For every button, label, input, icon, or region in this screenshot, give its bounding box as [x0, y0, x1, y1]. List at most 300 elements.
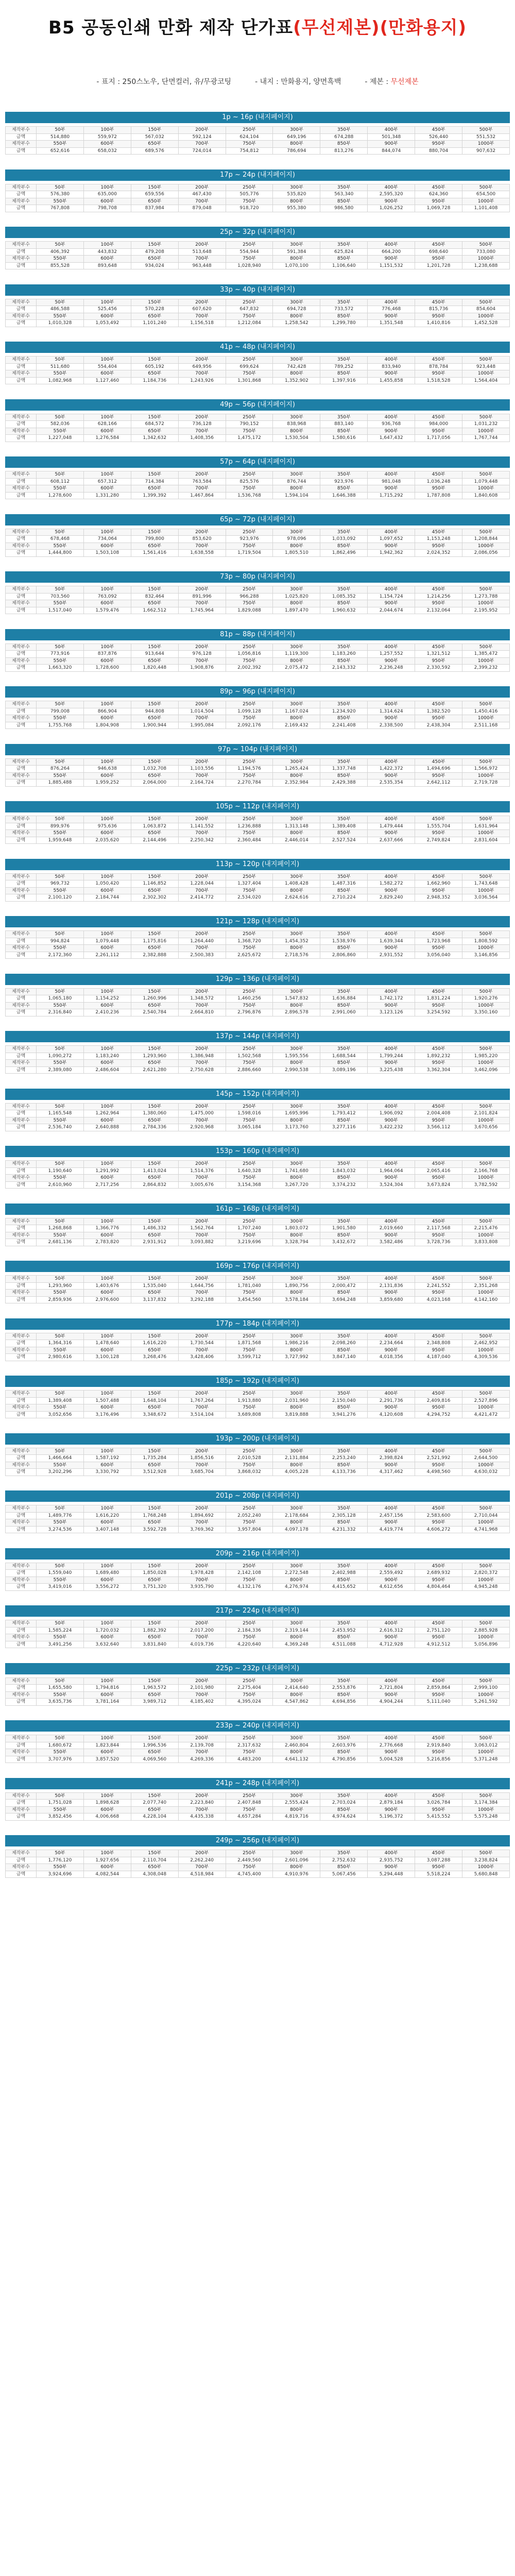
quantity-cell: 450부	[415, 1677, 462, 1685]
price-cell: 3,514,104	[178, 1411, 226, 1418]
price-cell: 1,175,816	[131, 938, 178, 945]
quantity-row	[6, 1850, 510, 1857]
quantity-cell: 600부	[83, 1347, 131, 1354]
section-title: 97p ~ 104p (내지페이지)	[5, 744, 510, 755]
quantity-cell: 50부	[37, 758, 84, 766]
quantity-cell: 450부	[415, 471, 462, 479]
price-cell: 1,228,044	[178, 880, 226, 888]
price-cell: 1,342,632	[131, 435, 178, 442]
price-cell: 3,868,032	[226, 1469, 273, 1476]
row-label: 제작부수	[6, 543, 37, 550]
price-cell: 2,382,888	[131, 952, 178, 959]
quantity-cell: 500부	[462, 242, 510, 249]
price-cell: 1,214,256	[415, 593, 462, 600]
price-cell: 2,044,674	[368, 607, 415, 614]
quantity-cell: 200부	[178, 1850, 226, 1857]
quantity-cell: 1000부	[462, 887, 510, 894]
quantity-cell: 950부	[415, 1002, 462, 1009]
section-title: 105p ~ 112p (내지페이지)	[5, 801, 510, 812]
price-row	[6, 205, 510, 212]
binding-label: - 제본 :	[365, 78, 389, 86]
binding-spec	[365, 76, 418, 87]
quantity-cell: 350부	[320, 1161, 368, 1168]
price-cell: 2,540,784	[131, 1009, 178, 1016]
quantity-row	[6, 873, 510, 880]
price-cell: 2,935,752	[368, 1857, 415, 1864]
price-cell: 3,462,096	[462, 1066, 510, 1074]
price-cell: 1,536,768	[226, 492, 273, 499]
price-cell: 4,395,024	[226, 1699, 273, 1706]
price-cell: 1,389,408	[37, 1397, 84, 1404]
price-cell: 1,479,444	[368, 823, 415, 830]
quantity-cell: 50부	[37, 1276, 84, 1283]
price-cell: 1,580,616	[320, 435, 368, 442]
price-row	[6, 1512, 510, 1519]
price-cell: 4,741,968	[462, 1526, 510, 1533]
price-row	[6, 262, 510, 269]
row-label: 금액	[6, 1296, 37, 1303]
quantity-cell: 50부	[37, 1448, 84, 1455]
quantity-cell: 400부	[368, 1391, 415, 1398]
quantity-cell: 350부	[320, 242, 368, 249]
quantity-cell: 850부	[320, 945, 368, 952]
price-cell: 1,194,576	[226, 766, 273, 773]
quantity-cell: 150부	[131, 586, 178, 594]
price-cell: 1,776,120	[37, 1857, 84, 1864]
quantity-cell: 200부	[178, 586, 226, 594]
quantity-cell: 900부	[368, 1060, 415, 1067]
price-cell: 2,414,640	[273, 1685, 320, 1692]
price-cell: 551,532	[462, 133, 510, 141]
price-cell: 1,444,800	[37, 550, 84, 557]
quantity-cell: 350부	[320, 931, 368, 938]
quantity-cell: 250부	[226, 127, 273, 134]
quantity-cell: 900부	[368, 198, 415, 205]
price-cell: 2,143,332	[320, 665, 368, 672]
price-row	[6, 1282, 510, 1290]
quantity-cell: 500부	[462, 1448, 510, 1455]
price-cell: 2,132,064	[415, 607, 462, 614]
quantity-cell: 750부	[226, 1290, 273, 1297]
row-label: 제작부수	[6, 256, 37, 263]
price-cell: 1,236,888	[226, 823, 273, 830]
section-title: 169p ~ 176p (내지페이지)	[5, 1261, 510, 1272]
quantity-cell: 600부	[83, 1290, 131, 1297]
quantity-cell: 500부	[462, 1391, 510, 1398]
quantity-cell: 200부	[178, 1677, 226, 1685]
quantity-cell: 200부	[178, 1333, 226, 1340]
quantity-cell: 100부	[83, 586, 131, 594]
quantity-cell: 700부	[178, 715, 226, 722]
price-cell: 5,261,592	[462, 1699, 510, 1706]
price-cell: 2,236,248	[368, 665, 415, 672]
quantity-cell: 550부	[37, 198, 84, 205]
quantity-cell: 400부	[368, 242, 415, 249]
price-cell: 2,717,256	[83, 1181, 131, 1189]
price-cell: 2,351,268	[462, 1282, 510, 1290]
quantity-cell: 950부	[415, 887, 462, 894]
quantity-cell: 300부	[273, 529, 320, 536]
price-cell: 1,695,996	[273, 1110, 320, 1117]
row-label: 제작부수	[6, 242, 37, 249]
price-cell: 1,156,518	[178, 320, 226, 327]
quantity-cell: 1000부	[462, 1577, 510, 1584]
quantity-cell: 450부	[415, 586, 462, 594]
quantity-cell: 700부	[178, 945, 226, 952]
price-cell: 1,265,424	[273, 766, 320, 773]
quantity-cell: 200부	[178, 529, 226, 536]
price-section	[5, 112, 510, 170]
price-cell: 1,151,532	[368, 262, 415, 269]
quantity-cell: 550부	[37, 1175, 84, 1182]
price-cell: 2,142,108	[226, 1570, 273, 1577]
price-row	[6, 478, 510, 485]
quantity-cell: 900부	[368, 657, 415, 665]
price-cell: 5,067,456	[320, 1871, 368, 1878]
row-label: 제작부수	[6, 1850, 37, 1857]
price-cell: 1,397,916	[320, 377, 368, 384]
price-cell: 4,419,774	[368, 1526, 415, 1533]
quantity-cell: 300부	[273, 1103, 320, 1110]
quantity-cell: 650부	[131, 485, 178, 493]
quantity-cell: 450부	[415, 184, 462, 191]
price-cell: 3,254,592	[415, 1009, 462, 1016]
quantity-row	[6, 198, 510, 205]
price-cell: 1,368,720	[226, 938, 273, 945]
price-cell: 2,527,524	[320, 837, 368, 844]
quantity-cell: 950부	[415, 313, 462, 320]
price-cell: 2,859,936	[37, 1296, 84, 1303]
price-cell: 773,916	[37, 651, 84, 658]
quantity-cell: 900부	[368, 1347, 415, 1354]
price-row	[6, 1857, 510, 1864]
quantity-cell: 550부	[37, 945, 84, 952]
price-section	[5, 571, 510, 629]
quantity-cell: 850부	[320, 1749, 368, 1756]
quantity-cell: 950부	[415, 141, 462, 148]
price-cell: 2,172,360	[37, 952, 84, 959]
row-label: 금액	[6, 1641, 37, 1648]
price-cell: 1,927,656	[83, 1857, 131, 1864]
quantity-cell: 250부	[226, 1448, 273, 1455]
price-cell: 1,794,816	[83, 1685, 131, 1692]
price-cell: 2,407,848	[226, 1800, 273, 1807]
quantity-cell: 850부	[320, 1634, 368, 1641]
row-label: 제작부수	[6, 1864, 37, 1871]
quantity-cell: 600부	[83, 1634, 131, 1641]
price-cell: 2,776,668	[368, 1742, 415, 1749]
quantity-cell: 250부	[226, 988, 273, 995]
quantity-cell: 200부	[178, 758, 226, 766]
quantity-cell: 850부	[320, 543, 368, 550]
quantity-cell: 700부	[178, 313, 226, 320]
price-table	[5, 1218, 510, 1246]
price-cell: 674,288	[320, 133, 368, 141]
quantity-cell: 1000부	[462, 715, 510, 722]
row-label: 금액	[6, 1110, 37, 1117]
price-cell: 2,527,896	[462, 1397, 510, 1404]
price-cell: 733,572	[320, 306, 368, 313]
quantity-cell: 700부	[178, 370, 226, 378]
quantity-cell: 50부	[37, 1620, 84, 1628]
price-cell: 4,231,332	[320, 1526, 368, 1533]
quantity-cell: 750부	[226, 830, 273, 837]
quantity-cell: 950부	[415, 1347, 462, 1354]
quantity-cell: 600부	[83, 1864, 131, 1871]
price-cell: 2,086,056	[462, 550, 510, 557]
price-cell: 4,006,668	[83, 1814, 131, 1821]
quantity-cell: 450부	[415, 1505, 462, 1513]
price-cell: 742,428	[273, 363, 320, 370]
price-cell: 1,882,392	[131, 1627, 178, 1634]
price-cell: 576,380	[37, 191, 84, 198]
quantity-cell: 600부	[83, 1691, 131, 1699]
quantity-row	[6, 1347, 510, 1354]
quantity-cell: 550부	[37, 715, 84, 722]
quantity-cell: 1000부	[462, 256, 510, 263]
quantity-cell: 650부	[131, 1864, 178, 1871]
quantity-cell: 650부	[131, 428, 178, 435]
price-cell: 1,385,472	[462, 651, 510, 658]
price-cell: 2,783,820	[83, 1239, 131, 1246]
quantity-cell: 550부	[37, 1864, 84, 1871]
section-title: 161p ~ 168p (내지페이지)	[5, 1204, 510, 1215]
quantity-cell: 150부	[131, 701, 178, 708]
price-cell: 1,382,520	[415, 708, 462, 715]
price-table	[5, 1103, 510, 1131]
price-cell: 2,389,080	[37, 1066, 84, 1074]
quantity-cell: 900부	[368, 141, 415, 148]
price-cell: 844,074	[368, 147, 415, 155]
row-label: 금액	[6, 1469, 37, 1476]
price-cell: 1,648,104	[131, 1397, 178, 1404]
price-cell: 2,689,932	[415, 1570, 462, 1577]
row-label: 제작부수	[6, 657, 37, 665]
quantity-cell: 400부	[368, 1103, 415, 1110]
quantity-cell: 400부	[368, 931, 415, 938]
price-cell: 1,639,344	[368, 938, 415, 945]
quantity-cell: 300부	[273, 873, 320, 880]
quantity-row	[6, 657, 510, 665]
price-cell: 4,712,928	[368, 1641, 415, 1648]
price-cell: 1,986,216	[273, 1340, 320, 1347]
quantity-cell: 450부	[415, 299, 462, 306]
price-cell: 2,721,804	[368, 1685, 415, 1692]
section-title: 89p ~ 96p (내지페이지)	[5, 686, 510, 698]
quantity-row	[6, 1232, 510, 1239]
price-cell: 3,512,928	[131, 1469, 178, 1476]
quantity-cell: 250부	[226, 299, 273, 306]
price-cell: 607,620	[178, 306, 226, 313]
quantity-cell: 950부	[415, 1577, 462, 1584]
quantity-cell: 1000부	[462, 1864, 510, 1871]
price-cell: 5,371,248	[462, 1756, 510, 1763]
quantity-cell: 700부	[178, 256, 226, 263]
quantity-cell: 350부	[320, 643, 368, 651]
price-cell: 5,518,224	[415, 1871, 462, 1878]
price-cell: 2,250,342	[178, 837, 226, 844]
quantity-row	[6, 357, 510, 364]
price-cell: 1,227,048	[37, 435, 84, 442]
quantity-cell: 800부	[273, 887, 320, 894]
price-cell: 1,408,428	[273, 880, 320, 888]
price-cell: 2,521,992	[415, 1455, 462, 1462]
quantity-cell: 100부	[83, 816, 131, 823]
quantity-cell: 400부	[368, 1046, 415, 1053]
quantity-cell: 700부	[178, 1404, 226, 1412]
price-cell: 1,530,504	[273, 435, 320, 442]
quantity-cell: 450부	[415, 414, 462, 421]
row-label: 금액	[6, 1584, 37, 1591]
quantity-cell: 1000부	[462, 1404, 510, 1412]
quantity-cell: 150부	[131, 1448, 178, 1455]
quantity-cell: 50부	[37, 1103, 84, 1110]
quantity-cell: 650부	[131, 1577, 178, 1584]
quantity-cell: 600부	[83, 370, 131, 378]
price-cell: 2,000,472	[320, 1282, 368, 1290]
price-cell: 3,005,676	[178, 1181, 226, 1189]
quantity-row	[6, 1218, 510, 1225]
quantity-cell: 700부	[178, 657, 226, 665]
quantity-cell: 450부	[415, 242, 462, 249]
quantity-cell: 500부	[462, 299, 510, 306]
quantity-cell: 450부	[415, 873, 462, 880]
quantity-cell: 650부	[131, 1749, 178, 1756]
quantity-cell: 550부	[37, 657, 84, 665]
row-label: 제작부수	[6, 485, 37, 493]
row-label: 금액	[6, 708, 37, 715]
quantity-cell: 800부	[273, 485, 320, 493]
quantity-cell: 750부	[226, 1749, 273, 1756]
price-cell: 2,077,740	[131, 1800, 178, 1807]
quantity-cell: 750부	[226, 485, 273, 493]
price-cell: 3,292,188	[178, 1296, 226, 1303]
price-cell: 3,268,476	[131, 1354, 178, 1361]
row-label: 제작부수	[6, 1735, 37, 1742]
quantity-cell: 850부	[320, 1347, 368, 1354]
price-cell: 3,154,368	[226, 1181, 273, 1189]
quantity-row	[6, 1864, 510, 1871]
section-title: 137p ~ 144p (내지페이지)	[5, 1031, 510, 1042]
quantity-cell: 300부	[273, 242, 320, 249]
quantity-cell: 700부	[178, 1347, 226, 1354]
price-cell: 1,719,504	[226, 550, 273, 557]
row-label: 제작부수	[6, 586, 37, 594]
price-cell: 3,063,012	[462, 1742, 510, 1749]
quantity-row	[6, 242, 510, 249]
price-cell: 4,069,560	[131, 1756, 178, 1763]
row-label: 금액	[6, 1053, 37, 1060]
quantity-cell: 400부	[368, 701, 415, 708]
quantity-row	[6, 1577, 510, 1584]
quantity-cell: 250부	[226, 1391, 273, 1398]
quantity-cell: 350부	[320, 357, 368, 364]
price-cell: 1,856,516	[178, 1455, 226, 1462]
section-title: 209p ~ 216p (내지페이지)	[5, 1548, 510, 1560]
price-cell: 1,026,252	[368, 205, 415, 212]
price-cell: 1,260,996	[131, 995, 178, 1003]
price-cell: 2,002,392	[226, 665, 273, 672]
quantity-cell: 150부	[131, 1103, 178, 1110]
price-row	[6, 1871, 510, 1878]
quantity-cell: 650부	[131, 1060, 178, 1067]
quantity-cell: 450부	[415, 1276, 462, 1283]
section-title: 65p ~ 72p (내지페이지)	[5, 514, 510, 526]
quantity-cell: 100부	[83, 1103, 131, 1110]
price-cell: 2,879,184	[368, 1800, 415, 1807]
quantity-cell: 350부	[320, 1276, 368, 1283]
price-cell: 3,174,384	[462, 1800, 510, 1807]
price-cell: 1,518,528	[415, 377, 462, 384]
quantity-cell: 650부	[131, 772, 178, 779]
quantity-cell: 50부	[37, 1677, 84, 1685]
quantity-cell: 550부	[37, 1404, 84, 1412]
price-row	[6, 952, 510, 959]
quantity-cell: 200부	[178, 357, 226, 364]
price-cell: 2,052,240	[226, 1512, 273, 1519]
quantity-row	[6, 1103, 510, 1110]
price-cell: 3,673,824	[415, 1181, 462, 1189]
price-cell: 1,028,940	[226, 262, 273, 269]
price-cell: 2,409,816	[415, 1397, 462, 1404]
price-cell: 3,957,804	[226, 1526, 273, 1533]
quantity-row	[6, 643, 510, 651]
price-cell: 876,264	[37, 766, 84, 773]
price-cell: 4,142,160	[462, 1296, 510, 1303]
quantity-cell: 600부	[83, 1404, 131, 1412]
price-cell: 5,415,552	[415, 1814, 462, 1821]
price-cell: 1,742,172	[368, 995, 415, 1003]
quantity-row	[6, 931, 510, 938]
price-row	[6, 1685, 510, 1692]
price-cell: 866,904	[83, 708, 131, 715]
quantity-row	[6, 256, 510, 263]
price-cell: 1,913,880	[226, 1397, 273, 1404]
quantity-cell: 950부	[415, 1117, 462, 1124]
quantity-cell: 150부	[131, 127, 178, 134]
quantity-row	[6, 485, 510, 493]
quantity-cell: 950부	[415, 370, 462, 378]
quantity-cell: 150부	[131, 988, 178, 995]
price-cell: 2,553,876	[320, 1685, 368, 1692]
price-cell: 1,978,428	[178, 1570, 226, 1577]
quantity-cell: 500부	[462, 414, 510, 421]
row-label: 금액	[6, 1411, 37, 1418]
price-cell: 838,968	[273, 421, 320, 428]
price-cell: 479,208	[131, 248, 178, 256]
quantity-cell: 300부	[273, 357, 320, 364]
price-row	[6, 536, 510, 543]
price-cell: 1,561,416	[131, 550, 178, 557]
quantity-row	[6, 184, 510, 191]
quantity-cell: 300부	[273, 586, 320, 594]
quantity-cell: 500부	[462, 127, 510, 134]
price-cell: 986,580	[320, 205, 368, 212]
price-cell: 879,048	[178, 205, 226, 212]
quantity-cell: 700부	[178, 1060, 226, 1067]
quantity-cell: 500부	[462, 529, 510, 536]
quantity-cell: 1000부	[462, 370, 510, 378]
price-cell: 4,435,338	[178, 1814, 226, 1821]
price-cell: 1,823,844	[83, 1742, 131, 1749]
quantity-cell: 250부	[226, 1161, 273, 1168]
quantity-cell: 750부	[226, 1577, 273, 1584]
price-cell: 1,843,032	[320, 1167, 368, 1175]
price-cell: 1,033,092	[320, 536, 368, 543]
price-cell: 5,575,248	[462, 1814, 510, 1821]
quantity-cell: 950부	[415, 1691, 462, 1699]
quantity-cell: 900부	[368, 1806, 415, 1814]
